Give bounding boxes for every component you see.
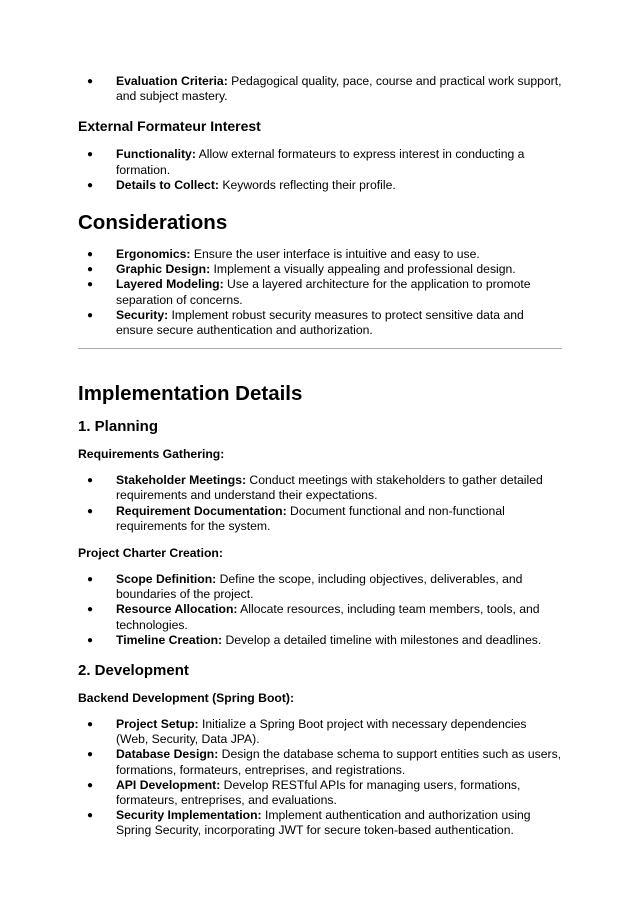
item-text: Initialize a Spring Boot project with necessary dependencies (Web, Security, Data JPA). [116, 717, 527, 747]
bullet-icon: ● [87, 309, 94, 321]
requirements-list [78, 473, 562, 534]
section-divider [78, 348, 562, 349]
document-content [78, 72, 562, 839]
bullet-icon: ● [87, 149, 94, 161]
list-item [78, 178, 562, 193]
item-text: Implement authentication and authorization using Spring Security, incorporating JWT for secure token-based authentication. [116, 808, 531, 838]
list-item [78, 504, 562, 534]
external-heading: External Formateur Interest [78, 118, 261, 135]
bullet-icon: ● [87, 779, 94, 791]
list-item [78, 747, 562, 777]
bullet-icon: ● [87, 634, 94, 646]
item-text: Implement robust security measures to protect sensitive data and ensure secure authentication and authorization. [116, 307, 524, 338]
item-text: Develop a detailed timeline with milestones and deadlines. [222, 632, 542, 647]
bullet-icon: ● [87, 574, 94, 586]
list-item [78, 473, 562, 503]
item-text: Ensure the user interface is intuitive and easy to use. [190, 247, 480, 262]
bullet-icon: ● [87, 719, 94, 731]
requirements-heading: Requirements Gathering: [78, 447, 225, 462]
item-term: Project Setup: [116, 717, 199, 732]
item-text: Pedagogical quality, pace, course and practical work support, and subject mastery. [116, 74, 562, 104]
list-item [78, 572, 562, 602]
item-term: Functionality: [116, 147, 196, 162]
item-term: Evaluation Criteria: [116, 74, 228, 88]
item-term: Database Design: [116, 747, 219, 762]
item-term: Security: [116, 307, 169, 322]
implementation-heading: Implementation Details [78, 382, 303, 406]
list-item [78, 808, 562, 838]
item-term: Scope Definition: [116, 572, 217, 587]
list-item [78, 277, 562, 307]
bullet-icon: ● [87, 76, 94, 87]
list-item [78, 247, 562, 262]
list-item [78, 602, 562, 632]
item-term: API Development: [116, 777, 221, 792]
list-item [78, 308, 562, 338]
considerations-list [78, 247, 562, 338]
item-term: Ergonomics: [116, 247, 191, 262]
bullet-icon: ● [87, 179, 94, 191]
bullet-icon: ● [87, 505, 94, 517]
list-item [78, 147, 562, 177]
list-item [78, 717, 562, 747]
bullet-icon: ● [87, 475, 94, 487]
item-text: Define the scope, including objectives, deliverables, and boundaries of the project. [116, 572, 523, 602]
bullet-icon: ● [87, 749, 94, 761]
item-text: Implement a visually appealing and professional design. [210, 262, 516, 277]
item-term: Timeline Creation: [116, 632, 223, 647]
backend-list [78, 717, 562, 839]
item-text: Develop RESTful APIs for managing users, formations, formateurs, entreprises, and evaluations. [116, 777, 521, 808]
list-item [78, 74, 562, 104]
item-term: Stakeholder Meetings: [116, 473, 247, 488]
bullet-icon: ● [87, 249, 94, 261]
charter-heading: Project Charter Creation: [78, 546, 223, 561]
bullet-icon: ● [87, 264, 94, 276]
item-text: Design the database schema to support entities such as users, formations, formateurs, entreprises, and registrations. [116, 747, 562, 777]
item-term: Details to Collect: [116, 177, 219, 192]
bullet-icon: ● [87, 810, 94, 822]
external-list [78, 147, 562, 193]
considerations-heading: Considerations [78, 211, 228, 235]
bullet-icon: ● [87, 604, 94, 616]
intro-list [78, 74, 562, 104]
backend-heading: Backend Development (Spring Boot): [78, 691, 295, 706]
item-text: Keywords reflecting their profile. [218, 177, 396, 192]
list-item [78, 778, 562, 808]
item-text: Use a layered architecture for the application to promote separation of concerns. [116, 277, 531, 307]
bullet-icon: ● [87, 279, 94, 291]
list-item [78, 633, 562, 648]
item-term: Graphic Design: [116, 262, 211, 277]
item-text: Allow external formateurs to express interest in conducting a formation. [116, 147, 525, 177]
item-text: Conduct meetings with stakeholders to gather detailed requirements and understand their expectations. [116, 473, 543, 503]
item-term: Resource Allocation: [116, 602, 238, 617]
item-term: Requirement Documentation: [116, 503, 287, 518]
charter-list [78, 572, 562, 648]
item-term: Security Implementation: [116, 808, 262, 823]
list-item [78, 262, 562, 277]
development-heading: 2. Development [78, 662, 189, 680]
item-text: Document functional and non-functional requirements for the system. [116, 503, 505, 533]
item-term: Layered Modeling: [116, 277, 224, 292]
item-text: Allocate resources, including team members, tools, and technologies. [116, 602, 540, 632]
planning-heading: 1. Planning [78, 418, 159, 436]
